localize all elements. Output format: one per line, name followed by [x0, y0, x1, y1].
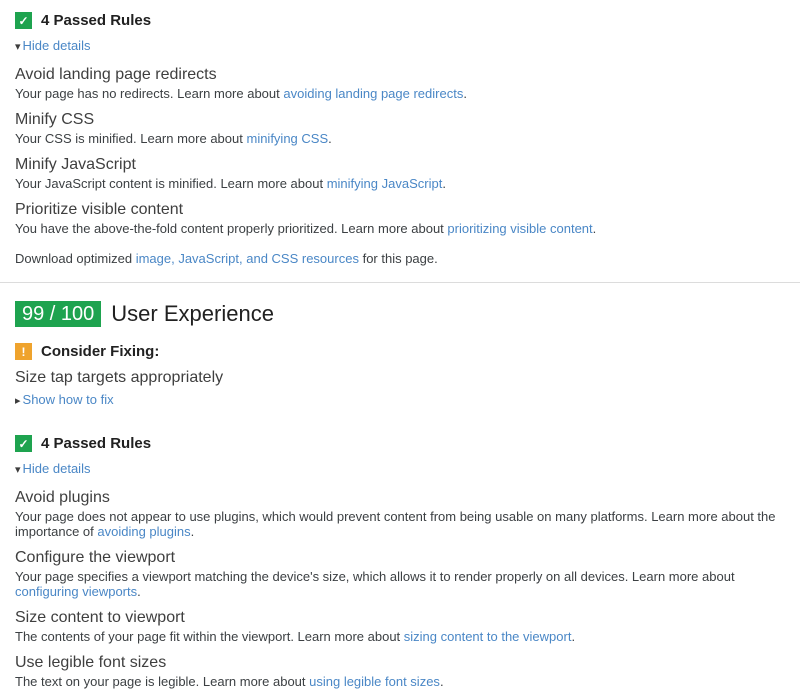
hide-details-link[interactable]: Hide details: [22, 461, 91, 476]
rule-desc-end: .: [190, 524, 195, 539]
hide-details-link[interactable]: Hide details: [22, 38, 91, 53]
rule-use-legible-font-sizes: [15, 654, 785, 689]
rule-description: [15, 509, 785, 539]
show-how-to-fix-link[interactable]: Show how to fix: [22, 392, 114, 407]
rule-desc-end: .: [592, 221, 597, 236]
rule-learn-more-link[interactable]: avoiding plugins: [97, 524, 191, 539]
rule-desc-text: Your JavaScript content is minified. Learn more about: [15, 176, 327, 191]
rule-desc-text: You have the above-the-fold content properly prioritized. Learn more about: [15, 221, 448, 236]
rule-size-tap-targets: Size tap targets appropriately: [15, 369, 224, 386]
rule-desc-end: .: [463, 86, 467, 101]
rule-prioritize-visible-content: [15, 201, 785, 236]
triangle-right-icon: ▸: [15, 395, 21, 407]
rule-title: Use legible font sizes: [15, 654, 167, 671]
warning-icon: !: [15, 343, 32, 360]
rule-desc-text: Your page has no redirects. Learn more about: [15, 86, 284, 101]
rule-minify-javascript: [15, 156, 785, 191]
rule-desc-text: Your page does not appear to use plugins, which would prevent content from being usable on many platforms. Learn more about the importance of: [15, 509, 776, 539]
check-icon: ✓: [15, 435, 32, 452]
rule-avoid-landing-page-redirects: [15, 66, 785, 101]
rule-desc-text: Your page specifies a viewport matching the device's size, which allows it to render properly on all devices. Learn more about: [15, 569, 735, 584]
rule-desc-end: .: [442, 176, 446, 191]
rule-desc-text: Your CSS is minified. Learn more about: [15, 131, 247, 146]
rule-learn-more-link[interactable]: avoiding landing page redirects: [283, 86, 464, 101]
rule-learn-more-link[interactable]: configuring viewports: [15, 584, 138, 599]
rule-desc-text: The text on your page is legible. Learn more about: [15, 674, 310, 689]
passed-rules-label: 4 Passed Rules: [41, 12, 152, 29]
rule-learn-more-link[interactable]: minifying JavaScript: [326, 176, 443, 191]
rule-description: [15, 86, 785, 101]
rule-minify-css: [15, 111, 785, 146]
rule-configure-the-viewport: [15, 549, 785, 599]
rule-description: [15, 569, 785, 599]
rule-size-content-to-viewport: [15, 609, 785, 644]
rule-desc-end: .: [571, 629, 576, 644]
rule-avoid-plugins: [15, 489, 785, 539]
rule-title: Minify CSS: [15, 111, 95, 128]
rule-desc-text: The contents of your page fit within the viewport. Learn more about: [15, 629, 404, 644]
consider-fixing-header: [15, 343, 785, 360]
passed-rules-label: 4 Passed Rules: [41, 435, 152, 452]
rule-title: Configure the viewport: [15, 549, 176, 566]
show-how-to-fix-row: [15, 392, 785, 407]
rule-description: [15, 131, 785, 146]
rule-title: Avoid plugins: [15, 489, 110, 506]
rule-title: Minify JavaScript: [15, 156, 136, 173]
check-icon: ✓: [15, 12, 32, 29]
download-resources-row: [15, 251, 785, 266]
ux-hide-details-row: [15, 461, 785, 476]
rule-description: [15, 221, 785, 236]
rule-desc-end: .: [328, 131, 332, 146]
rule-desc-end: .: [137, 584, 141, 599]
ux-passed-rules-header: [15, 435, 785, 452]
rule-desc-end: .: [439, 674, 444, 689]
rule-learn-more-link[interactable]: using legible font sizes: [309, 674, 440, 689]
rule-title: Size content to viewport: [15, 609, 185, 626]
triangle-down-icon: ▾: [15, 464, 21, 476]
speed-passed-rules-header: [15, 12, 785, 29]
rule-title: Avoid landing page redirects: [15, 66, 217, 83]
consider-fixing-label: Consider Fixing:: [41, 343, 160, 360]
download-resources-link[interactable]: image, JavaScript, and CSS resources: [135, 251, 359, 266]
section-title: User Experience: [111, 301, 274, 326]
section-divider: [0, 282, 800, 283]
user-experience-score-row: [15, 301, 785, 327]
rule-learn-more-link[interactable]: minifying CSS: [246, 131, 329, 146]
speed-hide-details-row: [15, 38, 785, 53]
rule-description: [15, 674, 785, 689]
triangle-down-icon: ▾: [15, 41, 21, 53]
rule-learn-more-link[interactable]: sizing content to the viewport: [403, 629, 572, 644]
rule-learn-more-link[interactable]: prioritizing visible content: [447, 221, 593, 236]
score-badge: 99 / 100: [15, 301, 101, 327]
rule-description: [15, 629, 785, 644]
rule-description: [15, 176, 785, 191]
rule-title: Prioritize visible content: [15, 201, 184, 218]
download-text-end: for this page.: [358, 251, 438, 266]
download-text: Download optimized: [15, 251, 136, 266]
